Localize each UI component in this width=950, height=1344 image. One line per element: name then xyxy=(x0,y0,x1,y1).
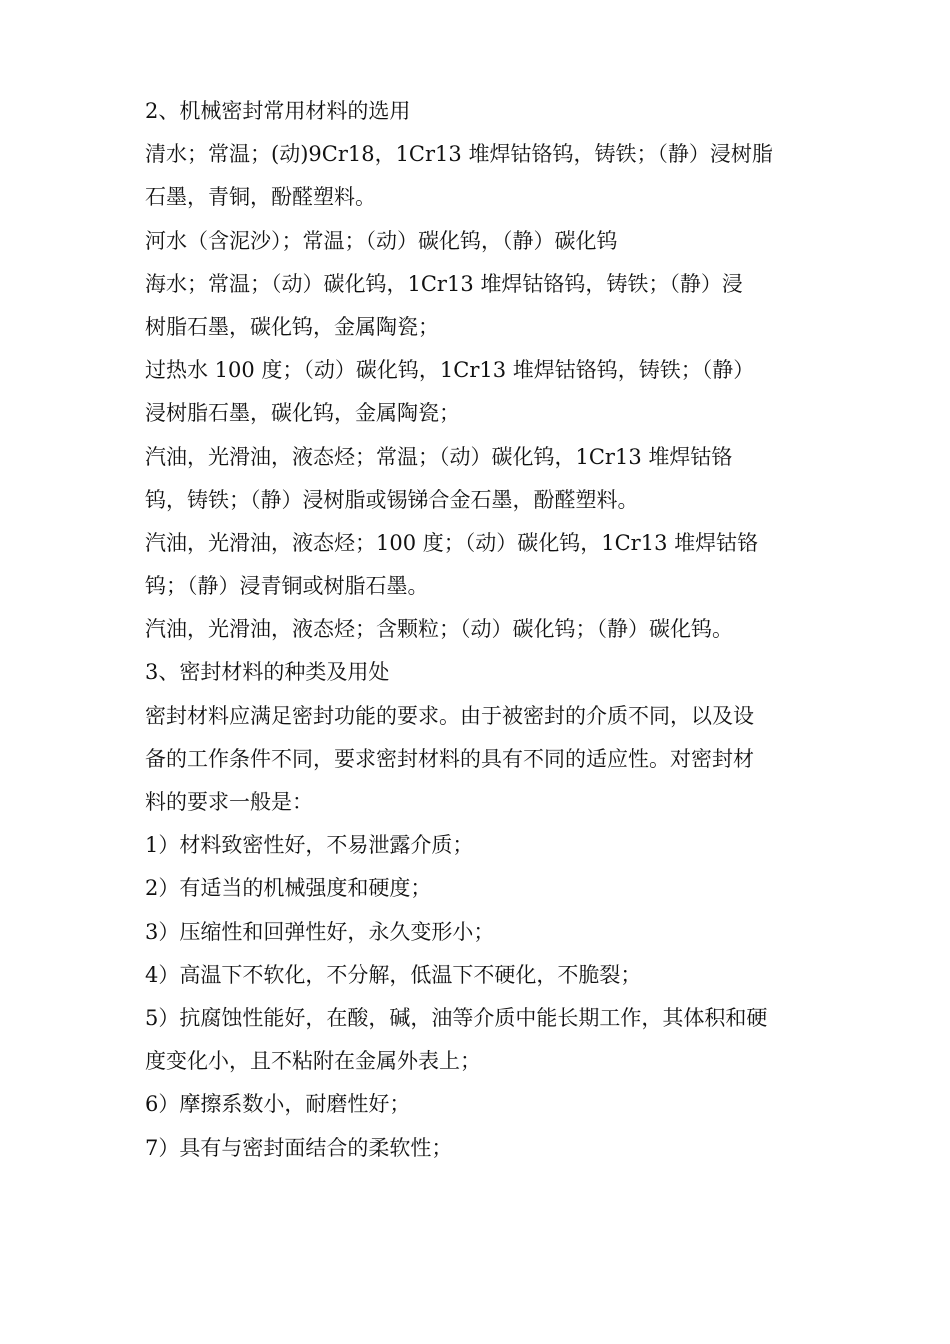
text-line: 汽油，光滑油，液态烃；100 度；（动）碳化钨，1Cr13 堆焊钴铬 xyxy=(145,530,759,555)
text-line: 河水（含泥沙）；常温；（动）碳化钨，（静）碳化钨 xyxy=(145,228,618,253)
text-line: 备的工作条件不同，要求密封材料的具有不同的适应性。对密封材 xyxy=(145,746,754,771)
text-line: 钨；（静）浸青铜或树脂石墨。 xyxy=(145,574,429,599)
text-line: 海水；常温；（动）碳化钨，1Cr13 堆焊钴铬钨，铸铁；（静）浸 xyxy=(145,271,743,296)
list-item: 3）压缩性和回弹性好，永久变形小； xyxy=(145,919,495,944)
text-line: 钨，铸铁；（静）浸树脂或锡锑合金石墨，酚醛塑料。 xyxy=(145,487,639,512)
text-line: 密封材料应满足密封功能的要求。由于被密封的介质不同，以及设 xyxy=(145,703,754,728)
text-line: 过热水 100 度；（动）碳化钨，1Cr13 堆焊钴铬钨，铸铁；（静） xyxy=(145,358,755,383)
list-item: 5）抗腐蚀性能好，在酸，碱，油等介质中能长期工作，其体积和硬 xyxy=(145,1005,768,1030)
list-item: 7）具有与密封面结合的柔软性； xyxy=(145,1135,453,1160)
document-body xyxy=(145,90,810,1170)
list-item: 2）有适当的机械强度和硬度； xyxy=(145,876,432,901)
list-item: 6）摩擦系数小，耐磨性好； xyxy=(145,1092,411,1117)
text-line: 汽油，光滑油，液态烃；常温；（动）碳化钨，1Cr13 堆焊钴铬 xyxy=(145,444,733,469)
section-heading-3: 3、密封材料的种类及用处 xyxy=(145,660,390,685)
text-line: 汽油，光滑油，液态烃；含颗粒；（动）碳化钨；（静）碳化钨。 xyxy=(145,617,733,642)
text-line: 石墨，青铜，酚醛塑料。 xyxy=(145,185,376,210)
text-line: 料的要求一般是： xyxy=(145,790,313,814)
list-item: 4）高温下不软化，不分解，低温下不硬化，不脆裂； xyxy=(145,962,642,987)
list-item: 1）材料致密性好，不易泄露介质； xyxy=(145,833,474,858)
text-line: 浸树脂石墨，碳化钨，金属陶瓷； xyxy=(145,401,460,426)
text-line: 树脂石墨，碳化钨，金属陶瓷； xyxy=(145,314,439,339)
list-item-continuation: 度变化小，且不粘附在金属外表上； xyxy=(145,1049,481,1074)
text-line: 清水；常温；(动)9Cr18，1Cr13 堆焊钴铬钨，铸铁；（静）浸树脂 xyxy=(145,142,773,167)
section-heading-2: 2、机械密封常用材料的选用 xyxy=(145,99,411,123)
